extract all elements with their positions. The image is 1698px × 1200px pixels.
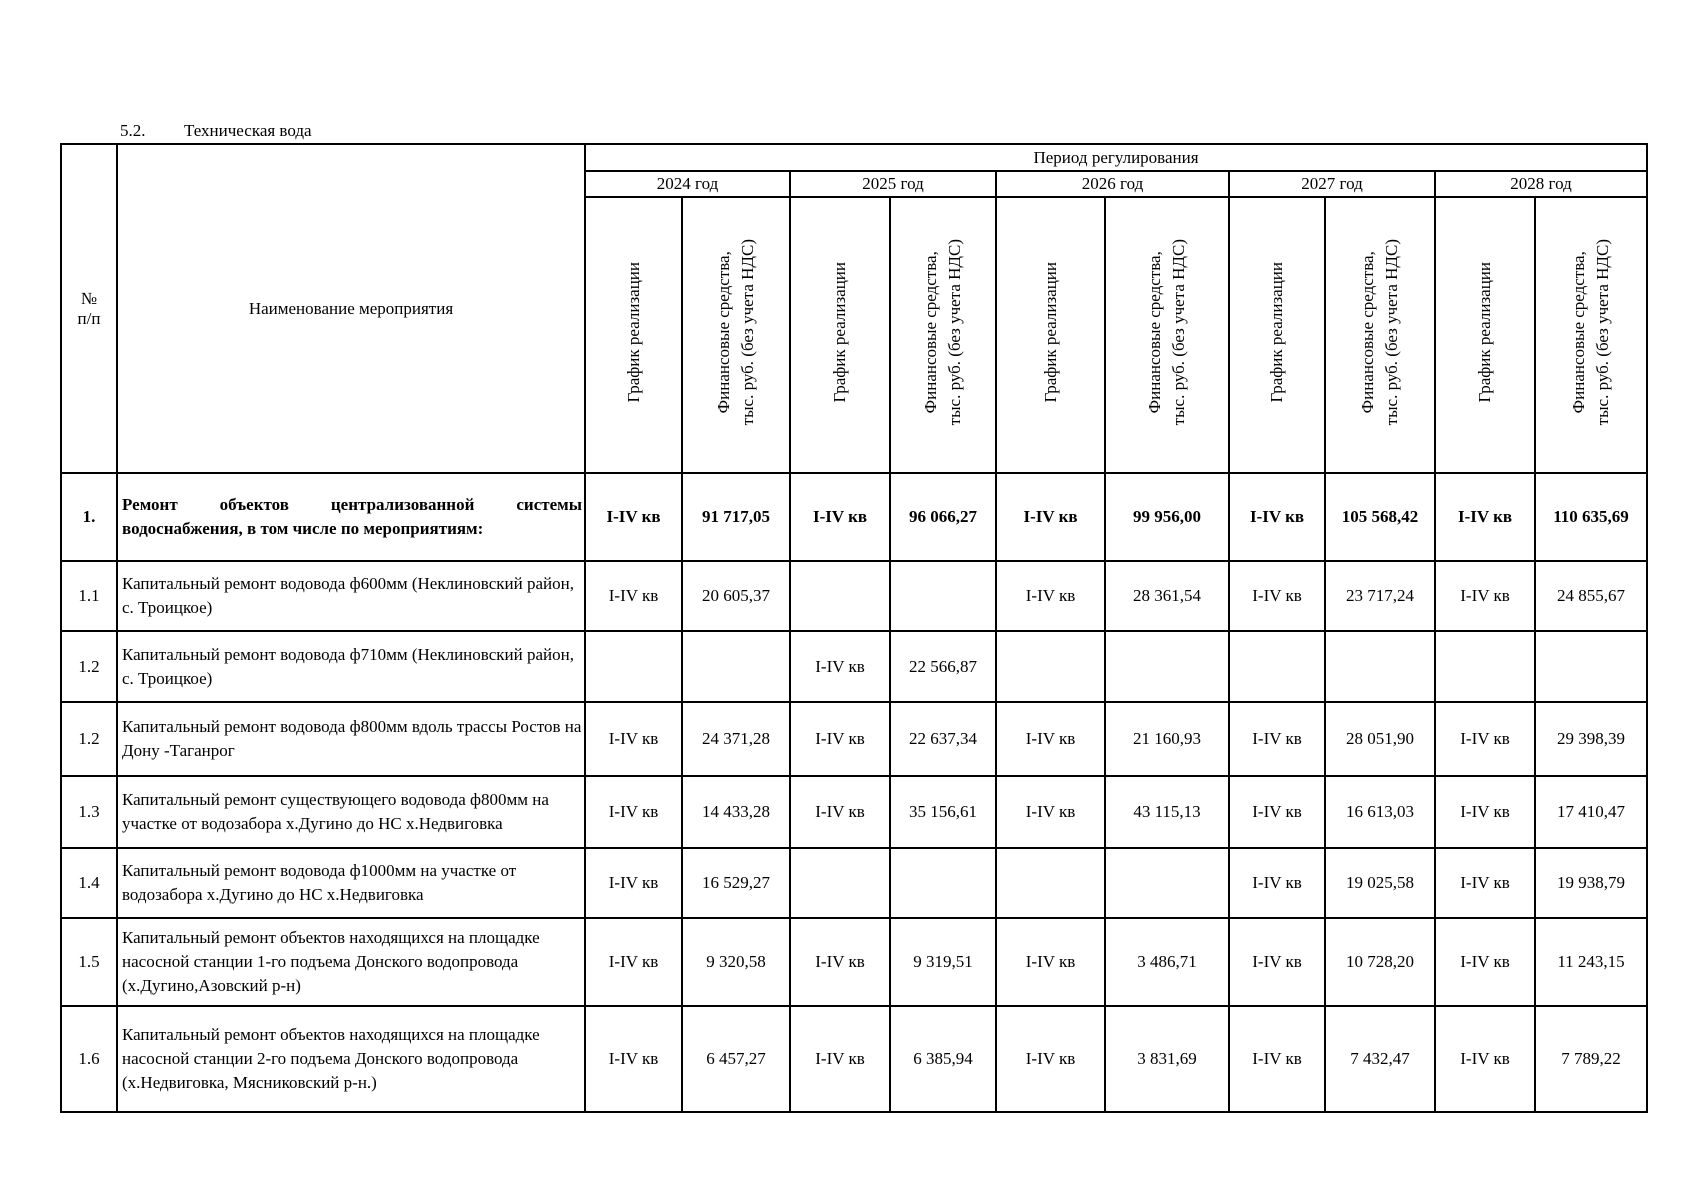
- finance-cell: 9 319,51: [890, 918, 996, 1006]
- finance-cell: 16 529,27: [682, 848, 790, 918]
- schedule-cell: I-IV кв: [790, 631, 890, 702]
- measure-name: Капитальный ремонт водовода ф600мм (Неклиновский район, с. Троицкое): [117, 561, 585, 631]
- section-number: 5.2.: [120, 121, 146, 140]
- schedule-cell: I-IV кв: [790, 918, 890, 1006]
- table-row: [61, 473, 1647, 561]
- finance-cell: 6 457,27: [682, 1006, 790, 1112]
- finance-cell: 11 243,15: [1535, 918, 1647, 1006]
- schedule-cell: I-IV кв: [1435, 1006, 1535, 1112]
- table-row: [61, 561, 1647, 631]
- table-row: [61, 1006, 1647, 1112]
- schedule-cell: [1435, 631, 1535, 702]
- header-schedule: График реализации: [1435, 197, 1535, 473]
- finance-cell: 99 956,00: [1105, 473, 1229, 561]
- measure-name: Капитальный ремонт объектов находящихся на площадке насосной станции 2-го подъема Донского водопровода (х.Недвиговка, Мясниковский р-н.): [117, 1006, 585, 1112]
- finance-cell: 22 566,87: [890, 631, 996, 702]
- finance-cell: 24 371,28: [682, 702, 790, 776]
- header-finance: Финансовые средства, тыс. руб. (без учета НДС): [682, 197, 790, 473]
- finance-cell: 24 855,67: [1535, 561, 1647, 631]
- row-number: 1.1: [61, 561, 117, 631]
- schedule-cell: I-IV кв: [996, 473, 1105, 561]
- row-number: 1.: [61, 473, 117, 561]
- header-finance: Финансовые средства, тыс. руб. (без учета НДС): [890, 197, 996, 473]
- finance-cell: 3 831,69: [1105, 1006, 1229, 1112]
- finance-cell: 91 717,05: [682, 473, 790, 561]
- schedule-cell: [790, 561, 890, 631]
- section-title: Техническая вода: [184, 121, 312, 140]
- header-year: 2027 год: [1229, 171, 1435, 197]
- finance-cell: 28 051,90: [1325, 702, 1435, 776]
- schedule-cell: I-IV кв: [585, 848, 682, 918]
- finance-cell: 43 115,13: [1105, 776, 1229, 848]
- schedule-cell: I-IV кв: [1229, 918, 1325, 1006]
- schedule-cell: I-IV кв: [1229, 702, 1325, 776]
- section-heading: [120, 121, 312, 141]
- schedule-cell: I-IV кв: [1229, 776, 1325, 848]
- table-row: [61, 702, 1647, 776]
- schedule-cell: I-IV кв: [996, 561, 1105, 631]
- schedule-cell: I-IV кв: [790, 776, 890, 848]
- header-year: 2028 год: [1435, 171, 1647, 197]
- finance-cell: 9 320,58: [682, 918, 790, 1006]
- schedule-cell: [790, 848, 890, 918]
- header-period: Период регулирования: [585, 144, 1647, 171]
- measure-name: Капитальный ремонт водовода ф800мм вдоль трассы Ростов на Дону -Таганрог: [117, 702, 585, 776]
- finance-cell: [1105, 631, 1229, 702]
- schedule-cell: I-IV кв: [585, 776, 682, 848]
- finance-cell: 17 410,47: [1535, 776, 1647, 848]
- finance-cell: 21 160,93: [1105, 702, 1229, 776]
- header-number-label: № п/п: [77, 288, 101, 328]
- header-year: 2025 год: [790, 171, 996, 197]
- investment-table: [60, 143, 1648, 1113]
- schedule-cell: I-IV кв: [585, 702, 682, 776]
- finance-cell: 14 433,28: [682, 776, 790, 848]
- finance-cell: [682, 631, 790, 702]
- finance-cell: 28 361,54: [1105, 561, 1229, 631]
- schedule-cell: I-IV кв: [1435, 848, 1535, 918]
- table-row: [61, 776, 1647, 848]
- header-year: 2024 год: [585, 171, 790, 197]
- finance-cell: [1535, 631, 1647, 702]
- header-finance: Финансовые средства, тыс. руб. (без учета НДС): [1105, 197, 1229, 473]
- schedule-cell: I-IV кв: [996, 776, 1105, 848]
- header-finance: Финансовые средства, тыс. руб. (без учета НДС): [1325, 197, 1435, 473]
- measure-name: Капитальный ремонт существующего водовода ф800мм на участке от водозабора х.Дугино до НС х.Недвиговка: [117, 776, 585, 848]
- finance-cell: 23 717,24: [1325, 561, 1435, 631]
- finance-cell: 19 938,79: [1535, 848, 1647, 918]
- finance-cell: 96 066,27: [890, 473, 996, 561]
- row-number: 1.6: [61, 1006, 117, 1112]
- finance-cell: 35 156,61: [890, 776, 996, 848]
- row-number: 1.2: [61, 702, 117, 776]
- measure-name: Капитальный ремонт объектов находящихся на площадке насосной станции 1-го подъема Донского водопровода (х.Дугино,Азовский р-н): [117, 918, 585, 1006]
- finance-cell: 6 385,94: [890, 1006, 996, 1112]
- header-number: [61, 144, 117, 473]
- measure-name: Капитальный ремонт водовода ф1000мм на участке от водозабора х.Дугино до НС х.Недвиговка: [117, 848, 585, 918]
- finance-cell: 10 728,20: [1325, 918, 1435, 1006]
- header-name: Наименование мероприятия: [117, 144, 585, 473]
- finance-cell: [1105, 848, 1229, 918]
- finance-cell: [890, 561, 996, 631]
- schedule-cell: I-IV кв: [996, 702, 1105, 776]
- header-year: 2026 год: [996, 171, 1229, 197]
- measure-name: Ремонт объектов централизованной системы водоснабжения, в том числе по мероприятиям:: [117, 473, 585, 561]
- schedule-cell: I-IV кв: [585, 473, 682, 561]
- finance-cell: 22 637,34: [890, 702, 996, 776]
- finance-cell: 105 568,42: [1325, 473, 1435, 561]
- row-number: 1.3: [61, 776, 117, 848]
- schedule-cell: I-IV кв: [1435, 702, 1535, 776]
- header-schedule: График реализации: [1229, 197, 1325, 473]
- finance-cell: 16 613,03: [1325, 776, 1435, 848]
- header-schedule: График реализации: [790, 197, 890, 473]
- finance-cell: 19 025,58: [1325, 848, 1435, 918]
- row-number: 1.2: [61, 631, 117, 702]
- schedule-cell: I-IV кв: [1435, 776, 1535, 848]
- schedule-cell: I-IV кв: [996, 1006, 1105, 1112]
- schedule-cell: I-IV кв: [585, 918, 682, 1006]
- schedule-cell: I-IV кв: [1229, 1006, 1325, 1112]
- finance-cell: [890, 848, 996, 918]
- finance-cell: 20 605,37: [682, 561, 790, 631]
- finance-cell: [1325, 631, 1435, 702]
- header-schedule: График реализации: [996, 197, 1105, 473]
- schedule-cell: [1229, 631, 1325, 702]
- table-row: [61, 918, 1647, 1006]
- finance-cell: 7 789,22: [1535, 1006, 1647, 1112]
- header-schedule: График реализации: [585, 197, 682, 473]
- schedule-cell: I-IV кв: [790, 473, 890, 561]
- finance-cell: 110 635,69: [1535, 473, 1647, 561]
- schedule-cell: I-IV кв: [1435, 473, 1535, 561]
- schedule-cell: I-IV кв: [585, 1006, 682, 1112]
- schedule-cell: I-IV кв: [1229, 561, 1325, 631]
- schedule-cell: [996, 848, 1105, 918]
- schedule-cell: I-IV кв: [996, 918, 1105, 1006]
- schedule-cell: I-IV кв: [1229, 473, 1325, 561]
- finance-cell: 7 432,47: [1325, 1006, 1435, 1112]
- schedule-cell: I-IV кв: [790, 1006, 890, 1112]
- finance-cell: 3 486,71: [1105, 918, 1229, 1006]
- row-number: 1.4: [61, 848, 117, 918]
- header-finance: Финансовые средства, тыс. руб. (без учета НДС): [1535, 197, 1647, 473]
- finance-cell: 29 398,39: [1535, 702, 1647, 776]
- measure-name: Капитальный ремонт водовода ф710мм (Неклиновский район, с. Троицкое): [117, 631, 585, 702]
- schedule-cell: I-IV кв: [1435, 561, 1535, 631]
- table-row: [61, 631, 1647, 702]
- schedule-cell: I-IV кв: [1229, 848, 1325, 918]
- schedule-cell: I-IV кв: [585, 561, 682, 631]
- schedule-cell: [585, 631, 682, 702]
- row-number: 1.5: [61, 918, 117, 1006]
- schedule-cell: I-IV кв: [1435, 918, 1535, 1006]
- schedule-cell: I-IV кв: [790, 702, 890, 776]
- table-row: [61, 848, 1647, 918]
- schedule-cell: [996, 631, 1105, 702]
